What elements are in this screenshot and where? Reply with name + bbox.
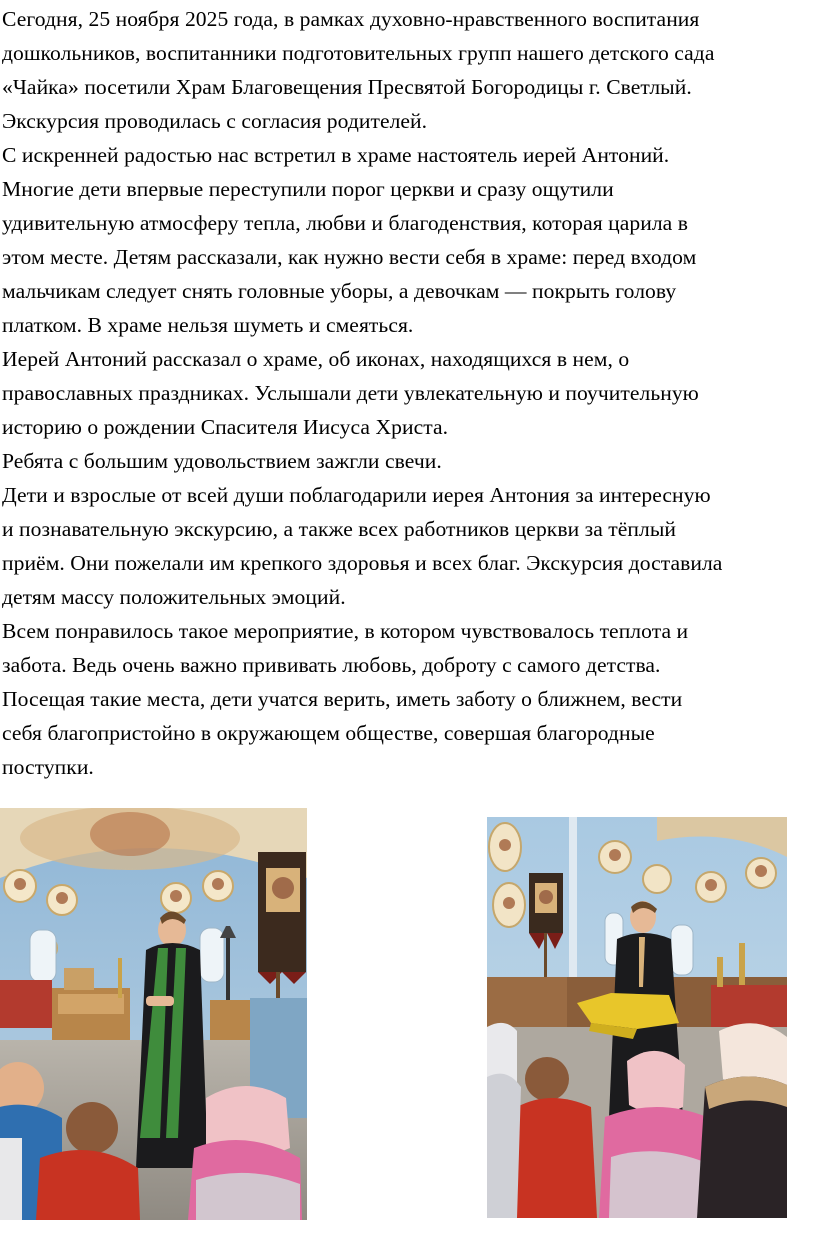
text-line: Посещая такие места, дети учатся верить, иметь заботу о ближнем, вести [2,687,683,711]
text-line: себя благопристойно в окружающем обществе, совершая благородные [2,721,655,745]
text-line: удивительную атмосферу тепла, любви и благоденствия, которая царила в [2,211,688,235]
church-interior-photo-icon [0,808,307,1220]
text-line: Дети и взрослые от всей души поблагодарили иерея Антония за интересную [2,483,711,507]
text-line: Ребята с большим удовольствием зажгли свечи. [2,449,442,473]
text-line: поступки. [2,755,94,779]
text-line: и познавательную экскурсию, а также всех работников церкви за тёплый [2,517,677,541]
church-interior-photo-icon [487,817,787,1218]
text-line: приём. Они пожелали им крепкого здоровья и всех благ. Экскурсия доставила [2,551,723,575]
text-line: «Чайка» посетили Храм Благовещения Пресвятой Богородицы г. Светлый. [2,75,692,99]
text-line: мальчикам следует снять головные уборы, а девочкам — покрыть голову [2,279,677,303]
text-line: этом месте. Детям рассказали, как нужно вести себя в храме: перед входом [2,245,697,269]
photo-priest-green-stole [0,808,307,1220]
text-line: детям массу положительных эмоций. [2,585,346,609]
text-line: платком. В храме нельзя шуметь и смеяться. [2,313,414,337]
text-line: историю о рождении Спасителя Иисуса Христа. [2,415,449,439]
text-line: дошкольников, воспитанники подготовительных групп нашего детского сада [2,41,715,65]
text-line: Всем понравилось такое мероприятие, в котором чувствовалось теплота и [2,619,689,643]
article-text [2,2,814,784]
text-line: Многие дети впервые переступили порог церкви и сразу ощутили [2,177,614,201]
text-line: Иерей Антоний рассказал о храме, об иконах, находящихся в нем, о [2,347,630,371]
text-line: Экскурсия проводилась с согласия родителей. [2,109,428,133]
text-line: Сегодня, 25 ноября 2025 года, в рамках духовно-нравственного воспитания [2,7,700,31]
text-line: забота. Ведь очень важно прививать любовь, доброту с самого детства. [2,653,661,677]
photo-priest-yellow-cloth [487,817,787,1218]
text-line: С искренней радостью нас встретил в храме настоятель иерей Антоний. [2,143,670,167]
text-line: православных праздниках. Услышали дети увлекательную и поучительную [2,381,699,405]
